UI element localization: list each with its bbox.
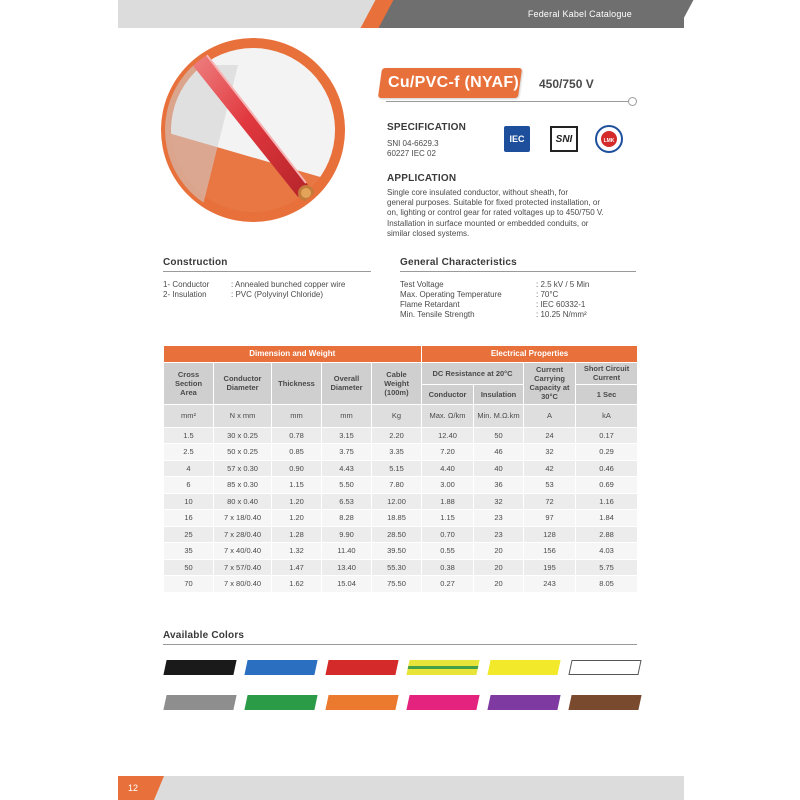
product-name: Cu/PVC-f (NYAF) bbox=[388, 74, 520, 91]
construction-heading: Construction bbox=[163, 257, 228, 268]
color-swatch-yellow bbox=[487, 660, 560, 675]
table-cell: 70 bbox=[164, 576, 214, 593]
color-swatch-pink bbox=[406, 695, 479, 710]
table-cell: 50 bbox=[164, 559, 214, 576]
table-cell: 2.88 bbox=[576, 526, 638, 543]
table-cell: 1.16 bbox=[576, 493, 638, 510]
color-swatch-brown bbox=[568, 695, 641, 710]
table-cell: 24 bbox=[524, 427, 576, 444]
table-cell: 0.69 bbox=[576, 477, 638, 494]
table-cell: 18.85 bbox=[372, 510, 422, 527]
table-cell: 4.03 bbox=[576, 543, 638, 560]
application-line: general purposes. Suitable for fixed protected installation, or bbox=[387, 198, 601, 208]
table-cell: 6 bbox=[164, 477, 214, 494]
header-current-capacity: Current Carrying Capacity at 30°C bbox=[524, 362, 576, 404]
specification-table bbox=[163, 346, 638, 593]
color-swatch-orange bbox=[325, 695, 398, 710]
construction-label: 2- Insulation bbox=[163, 290, 207, 299]
construction-value: : PVC (Polyvinyl Chloride) bbox=[231, 290, 324, 299]
table-cell: 156 bbox=[524, 543, 576, 560]
table-cell: 7 x 28/0.40 bbox=[214, 526, 272, 543]
header-conductor-diameter: Conductor Diameter bbox=[214, 362, 272, 404]
header-short-circuit: Short Circuit Current bbox=[576, 362, 638, 384]
application-text bbox=[387, 188, 647, 239]
table-cell: 4 bbox=[164, 460, 214, 477]
table-cell: 1.5 bbox=[164, 427, 214, 444]
table-cell: 28.50 bbox=[372, 526, 422, 543]
table-cell: 16 bbox=[164, 510, 214, 527]
table-cell: 7.80 bbox=[372, 477, 422, 494]
header-overall-diameter: Overall Diameter bbox=[322, 362, 372, 404]
table-cell: 128 bbox=[524, 526, 576, 543]
table-cell: 1.28 bbox=[272, 526, 322, 543]
table-cell: 39.50 bbox=[372, 543, 422, 560]
construction-value: : Annealed bunched copper wire bbox=[231, 280, 346, 289]
table-cell: 20 bbox=[474, 559, 524, 576]
general-value: : 10.25 N/mm² bbox=[536, 310, 587, 319]
general-label: Max. Operating Temperature bbox=[400, 290, 502, 299]
color-swatch-white bbox=[568, 660, 641, 675]
table-cell: 9.90 bbox=[322, 526, 372, 543]
table-cell: 20 bbox=[474, 543, 524, 560]
spec-standard-2: 60227 IEC 02 bbox=[387, 149, 436, 158]
table-cell: 7 x 80/0.40 bbox=[214, 576, 272, 593]
table-cell: 57 x 0.30 bbox=[214, 460, 272, 477]
unit-conductor-diameter: N x mm bbox=[214, 404, 272, 427]
table-cell: 50 x 0.25 bbox=[214, 444, 272, 461]
header-title: Federal Kabel Catalogue bbox=[527, 9, 632, 19]
header-dc-insulation: Insulation bbox=[474, 384, 524, 404]
construction-divider bbox=[163, 271, 371, 272]
general-value: : 2.5 kV / 5 Min bbox=[536, 280, 590, 289]
table-row bbox=[164, 444, 638, 461]
table-cell: 0.70 bbox=[422, 526, 474, 543]
unit-overall-diameter: mm bbox=[322, 404, 372, 427]
table-cell: 53 bbox=[524, 477, 576, 494]
specification-heading: SPECIFICATION bbox=[387, 122, 467, 133]
table-row bbox=[164, 559, 638, 576]
table-cell: 0.17 bbox=[576, 427, 638, 444]
table-cell: 0.55 bbox=[422, 543, 474, 560]
table-cell: 7 x 18/0.40 bbox=[214, 510, 272, 527]
general-value: : 70°C bbox=[536, 290, 559, 299]
table-cell: 5.15 bbox=[372, 460, 422, 477]
header-cross-section: Cross Section Area bbox=[164, 362, 214, 404]
color-swatch-blue bbox=[244, 660, 317, 675]
unit-cross-section: mm² bbox=[164, 404, 214, 427]
table-cell: 85 x 0.30 bbox=[214, 477, 272, 494]
lmk-logo-icon bbox=[594, 124, 624, 154]
table-cell: 13.40 bbox=[322, 559, 372, 576]
group-header-electrical: Electrical Properties bbox=[422, 346, 638, 362]
available-colors-heading: Available Colors bbox=[163, 630, 245, 641]
table-cell: 7 x 57/0.40 bbox=[214, 559, 272, 576]
table-cell: 36 bbox=[474, 477, 524, 494]
table-row bbox=[164, 427, 638, 444]
table-cell: 243 bbox=[524, 576, 576, 593]
table-cell: 15.04 bbox=[322, 576, 372, 593]
general-value: : IEC 60332-1 bbox=[536, 300, 586, 309]
table-row bbox=[164, 477, 638, 494]
group-header-dimension: Dimension and Weight bbox=[164, 346, 422, 362]
table-cell: 7 x 40/0.40 bbox=[214, 543, 272, 560]
table-cell: 0.90 bbox=[272, 460, 322, 477]
table-cell: 6.53 bbox=[322, 493, 372, 510]
table-cell: 8.05 bbox=[576, 576, 638, 593]
table-row bbox=[164, 460, 638, 477]
general-label: Min. Tensile Strength bbox=[400, 310, 475, 319]
table-cell: 4.40 bbox=[422, 460, 474, 477]
title-divider bbox=[386, 101, 630, 102]
table-cell: 50 bbox=[474, 427, 524, 444]
table-cell: 2.5 bbox=[164, 444, 214, 461]
table-cell: 5.75 bbox=[576, 559, 638, 576]
color-swatch-grey bbox=[163, 695, 236, 710]
table-cell: 1.32 bbox=[272, 543, 322, 560]
table-row bbox=[164, 576, 638, 593]
unit-cable-weight: Kg bbox=[372, 404, 422, 427]
table-cell: 1.20 bbox=[272, 493, 322, 510]
table-cell: 1.88 bbox=[422, 493, 474, 510]
table-cell: 1.15 bbox=[272, 477, 322, 494]
table-cell: 1.15 bbox=[422, 510, 474, 527]
table-cell: 1.20 bbox=[272, 510, 322, 527]
iec-logo-icon: IEC bbox=[504, 126, 530, 152]
table-cell: 195 bbox=[524, 559, 576, 576]
header-dc-conductor: Conductor bbox=[422, 384, 474, 404]
table-cell: 32 bbox=[474, 493, 524, 510]
spec-standard-1: SNI 04-6629.3 bbox=[387, 139, 439, 148]
table-cell: 7.20 bbox=[422, 444, 474, 461]
table-cell: 2.20 bbox=[372, 427, 422, 444]
colors-divider bbox=[163, 644, 637, 645]
general-label: Test Voltage bbox=[400, 280, 444, 289]
table-cell: 1.62 bbox=[272, 576, 322, 593]
table-cell: 3.00 bbox=[422, 477, 474, 494]
table-cell: 3.35 bbox=[372, 444, 422, 461]
table-row bbox=[164, 526, 638, 543]
table-cell: 97 bbox=[524, 510, 576, 527]
lmk-logo-text: LMK bbox=[603, 138, 615, 144]
header-thickness: Thickness bbox=[272, 362, 322, 404]
table-cell: 23 bbox=[474, 526, 524, 543]
page-number: 12 bbox=[128, 783, 139, 793]
application-line: Single core insulated conductor, without sheath, for bbox=[387, 188, 568, 197]
table-cell: 40 bbox=[474, 460, 524, 477]
header-short-circuit-sec: 1 Sec bbox=[576, 384, 638, 404]
title-divider-dot bbox=[628, 97, 637, 106]
table-cell: 0.78 bbox=[272, 427, 322, 444]
color-swatch-purple bbox=[487, 695, 560, 710]
footer-band bbox=[118, 776, 684, 800]
table-cell: 3.75 bbox=[322, 444, 372, 461]
header-dc-resistance: DC Resistance at 20°C bbox=[422, 362, 524, 384]
application-line: on, lighting or control gear for rated voltages up to 450/750 V. bbox=[387, 208, 604, 218]
unit-current: A bbox=[524, 404, 576, 427]
table-cell: 55.30 bbox=[372, 559, 422, 576]
cable-copper-core bbox=[301, 188, 311, 198]
table-cell: 23 bbox=[474, 510, 524, 527]
table-cell: 12.40 bbox=[422, 427, 474, 444]
color-swatch-yellow-green bbox=[406, 660, 479, 675]
color-swatch-red bbox=[325, 660, 398, 675]
general-characteristics-heading: General Characteristics bbox=[400, 257, 517, 268]
table-cell: 0.27 bbox=[422, 576, 474, 593]
construction-label: 1- Conductor bbox=[163, 280, 210, 289]
table-cell: 5.50 bbox=[322, 477, 372, 494]
table-cell: 30 x 0.25 bbox=[214, 427, 272, 444]
cable-illustration bbox=[158, 35, 348, 225]
product-voltage: 450/750 V bbox=[539, 77, 594, 91]
application-line: similar closed systems. bbox=[387, 228, 470, 238]
table-cell: 1.47 bbox=[272, 559, 322, 576]
table-cell: 72 bbox=[524, 493, 576, 510]
table-cell: 32 bbox=[524, 444, 576, 461]
table-row bbox=[164, 543, 638, 560]
application-line: Installation in surface mounted or embedded conduits, or bbox=[387, 218, 589, 228]
table-cell: 8.28 bbox=[322, 510, 372, 527]
table-body bbox=[164, 427, 638, 592]
table-cell: 12.00 bbox=[372, 493, 422, 510]
header-cable-weight: Cable Weight (100m) bbox=[372, 362, 422, 404]
table-cell: 1.84 bbox=[576, 510, 638, 527]
table-cell: 35 bbox=[164, 543, 214, 560]
table-cell: 11.40 bbox=[322, 543, 372, 560]
table-cell: 0.38 bbox=[422, 559, 474, 576]
unit-dc-conductor: Max. Ω/km bbox=[422, 404, 474, 427]
header-band bbox=[118, 0, 684, 28]
table-cell: 3.15 bbox=[322, 427, 372, 444]
table-cell: 46 bbox=[474, 444, 524, 461]
table-cell: 75.50 bbox=[372, 576, 422, 593]
table-cell: 80 x 0.40 bbox=[214, 493, 272, 510]
table-cell: 0.29 bbox=[576, 444, 638, 461]
application-heading: APPLICATION bbox=[387, 173, 457, 184]
table-cell: 4.43 bbox=[322, 460, 372, 477]
general-label: Flame Retardant bbox=[400, 300, 460, 309]
table-cell: 20 bbox=[474, 576, 524, 593]
color-swatch-green bbox=[244, 695, 317, 710]
table-cell: 0.85 bbox=[272, 444, 322, 461]
table-row bbox=[164, 493, 638, 510]
sni-logo-icon: SNI bbox=[550, 126, 578, 152]
table-row bbox=[164, 510, 638, 527]
color-swatch-stripe bbox=[408, 666, 479, 669]
table-cell: 42 bbox=[524, 460, 576, 477]
unit-thickness: mm bbox=[272, 404, 322, 427]
unit-short-circuit: kA bbox=[576, 404, 638, 427]
color-swatch-black bbox=[163, 660, 236, 675]
table-cell: 0.46 bbox=[576, 460, 638, 477]
table-cell: 10 bbox=[164, 493, 214, 510]
table-cell: 25 bbox=[164, 526, 214, 543]
general-divider bbox=[400, 271, 636, 272]
unit-dc-insulation: Min. M.Ω.km bbox=[474, 404, 524, 427]
catalogue-page bbox=[118, 0, 684, 800]
